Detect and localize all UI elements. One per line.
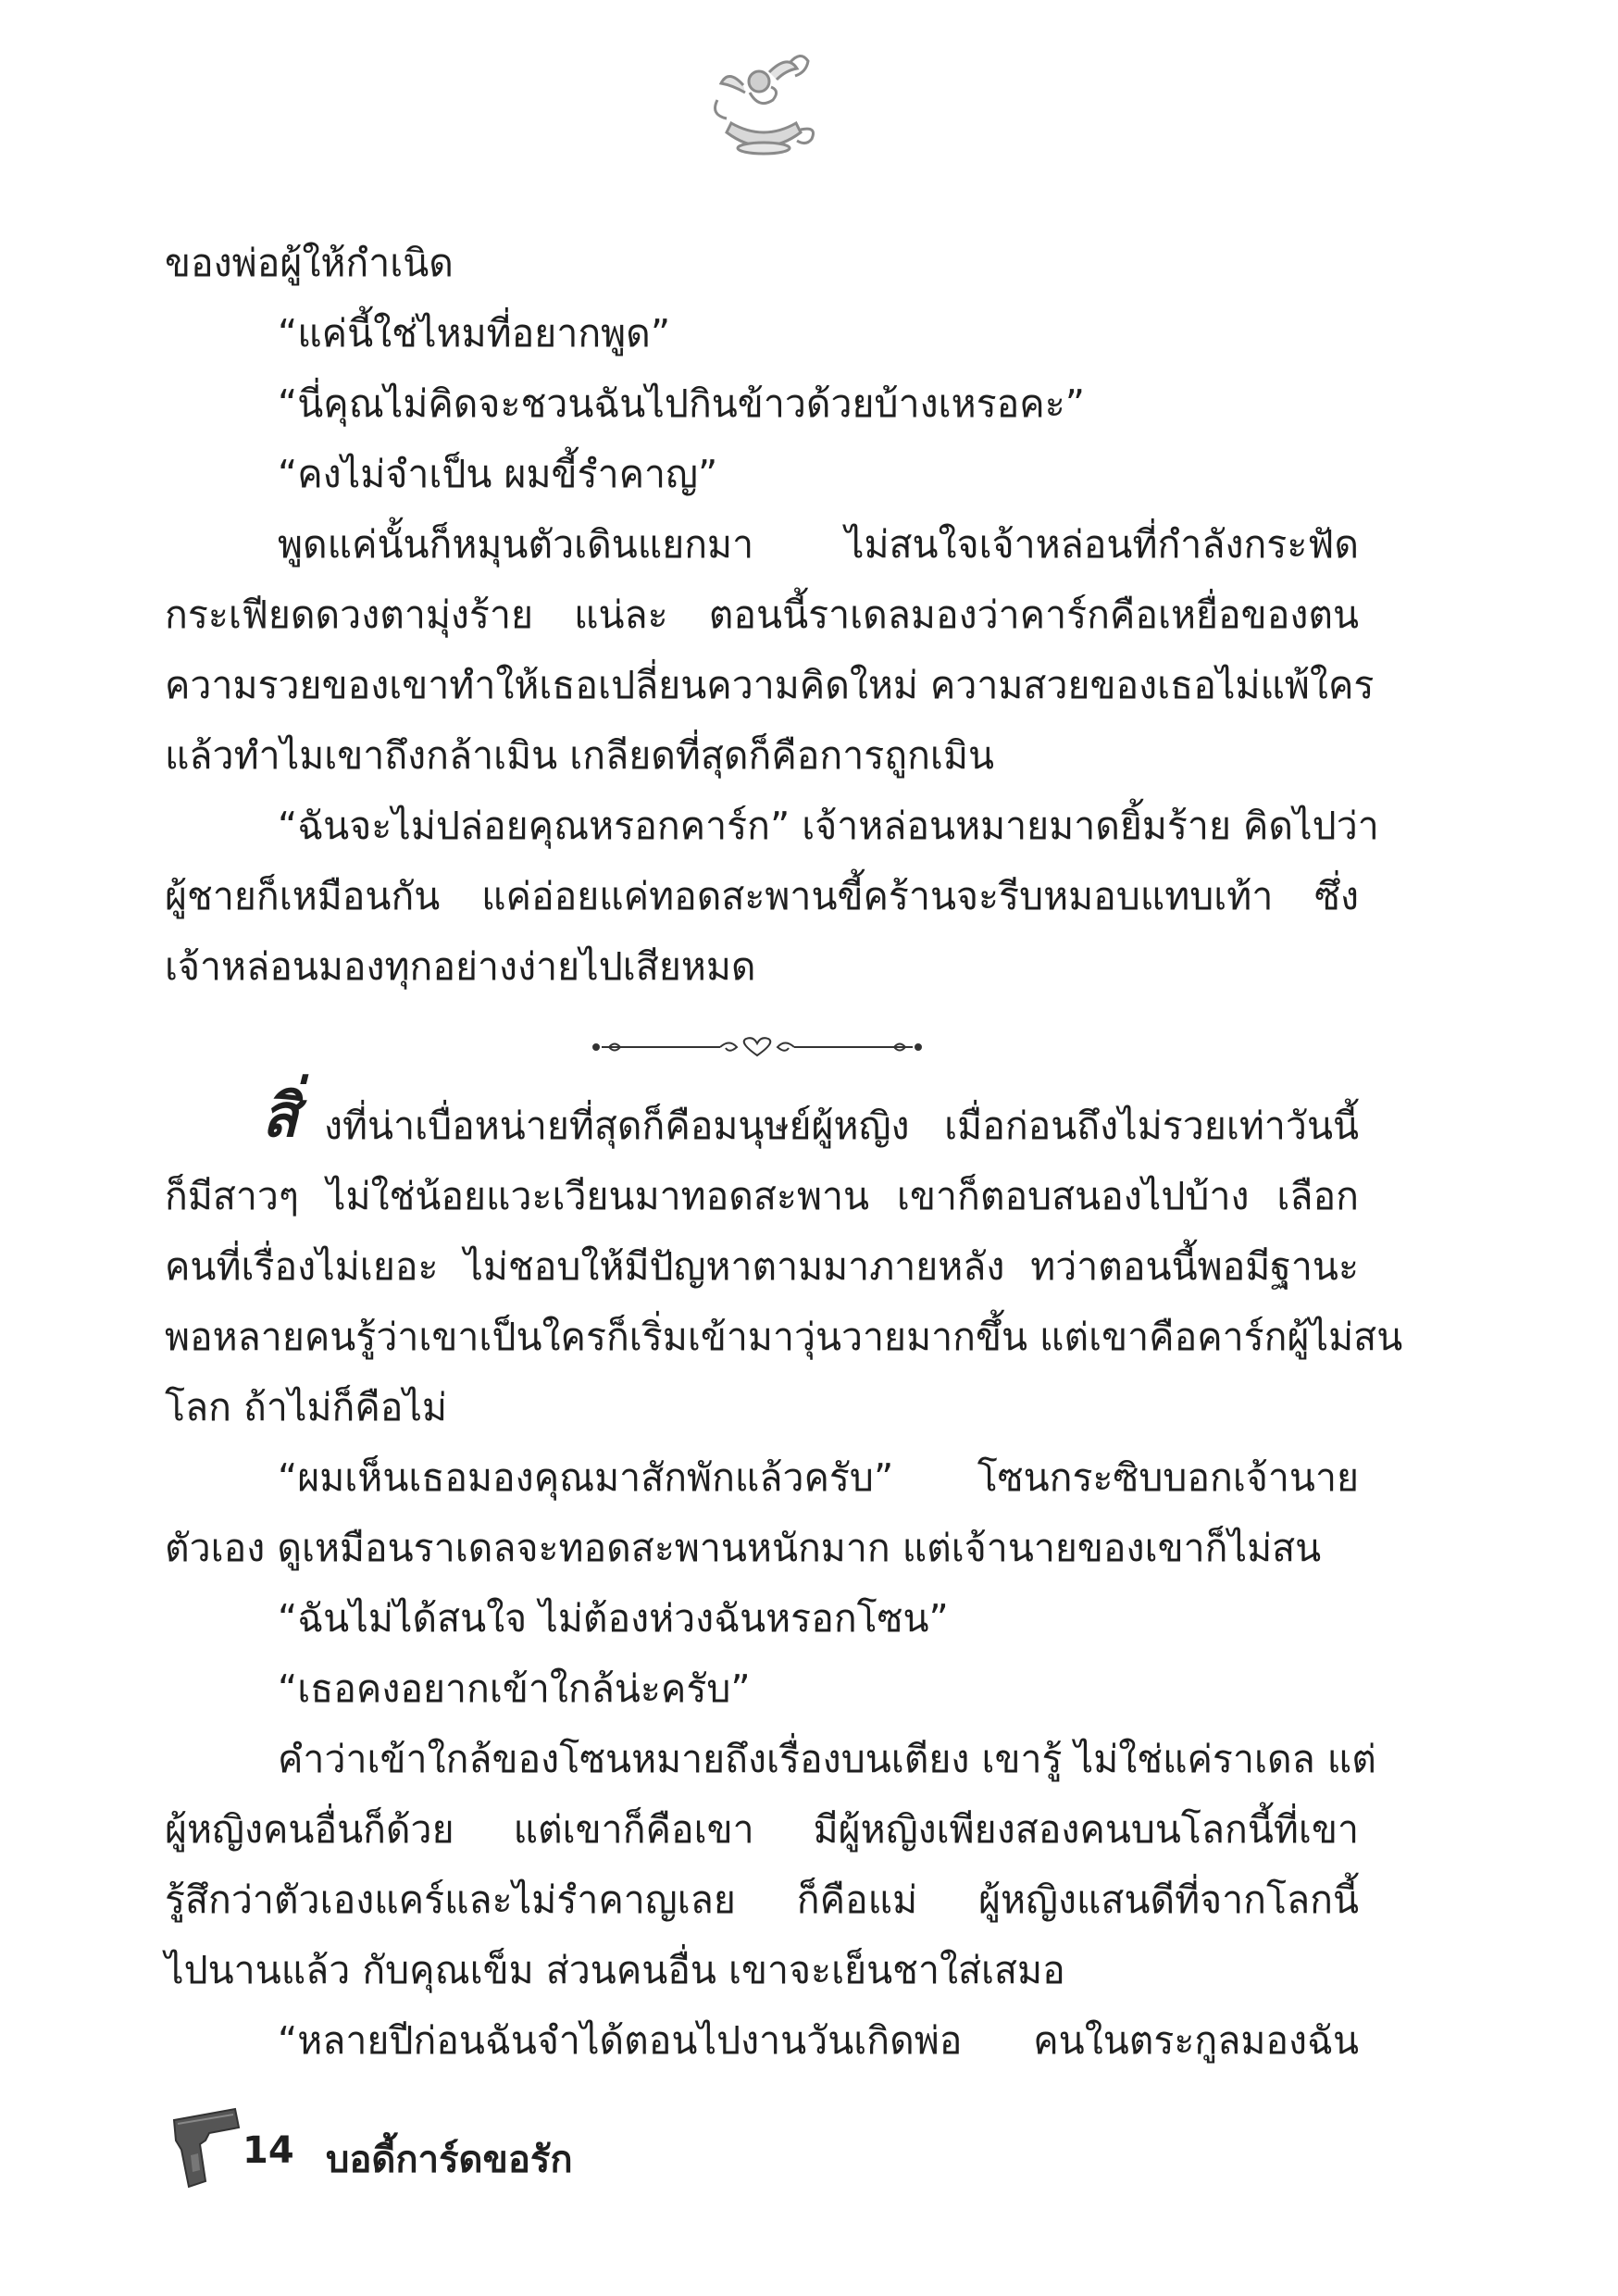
paragraph-line: เจ้าหล่อนมองทุกอย่างง่ายไปเสียหมด [165, 944, 756, 989]
paragraph-line: โลก ถ้าไม่ก็คือไม่ [165, 1385, 448, 1429]
dialogue-line: “คงไม่จำเป็น ผมขี้รำคาญ” [278, 452, 718, 496]
dialogue-line: “นี่คุณไม่คิดจะชวนฉันไปกินข้าวด้วยบ้างเหรอคะ” [278, 381, 1085, 426]
dialogue-line: “หลายปีก่อนฉันจำได้ตอนไปงานวันเกิดพ่อ คนในตระกูลมองฉัน [278, 2018, 1359, 2063]
paragraph-line: กระเฟียดดวงตามุ่งร้าย แน่ละ ตอนนี้ราเดลมองว่าคาร์กคือเหยื่อของตน [165, 593, 1359, 637]
paragraph-line-text: งที่น่าเบื่อหน่ายที่สุดก็คือมนุษย์ผู้หญิง เมื่อก่อนถึงไม่รวยเท่าวันนี้ [324, 1104, 1359, 1148]
paragraph-line: พอหลายคนรู้ว่าเขาเป็นใครก็เริ่มเข้ามาวุ่นวายมากขึ้น แต่เขาคือคาร์กผู้ไม่สน [165, 1315, 1403, 1359]
section-divider [165, 1002, 1359, 1091]
paragraph-first-line [165, 1082, 1359, 1161]
paragraph-line: คนที่เรื่องไม่เยอะ ไม่ชอบให้มีปัญหาตามมาภายหลัง ทว่าตอนนี้พอมีฐานะ [165, 1244, 1359, 1289]
paragraph-line: ความรวยของเขาทำให้เธอเปลี่ยนความคิดใหม่ ความสวยของเธอไม่แพ้ใคร [165, 663, 1375, 707]
paragraph-line: แล้วทำไมเขาถึงกล้าเมิน เกลียดที่สุดก็คือการถูกเมิน [165, 733, 994, 778]
page-footer [168, 2103, 650, 2205]
cupid-on-teacup-icon [708, 44, 819, 165]
paragraph-line: พูดแค่นั้นก็หมุนตัวเดินแยกมา ไม่สนใจเจ้าหล่อนที่กำลังกระฟัด [278, 522, 1359, 567]
paragraph-line: ของพ่อผู้ให้กำเนิด [165, 241, 454, 285]
paragraph-line: ผู้หญิงคนอื่นก็ด้วย แต่เขาก็คือเขา มีผู้หญิงเพียงสองคนบนโลกนี้ที่เขา [165, 1807, 1359, 1852]
paragraph-line: รู้สึกว่าตัวเองแคร์และไม่รำคาญเลย ก็คือแม่ ผู้หญิงแสนดีที่จากโลกนี้ [165, 1878, 1359, 1922]
page-number: 14 [243, 2129, 294, 2172]
paragraph-line: ก็มีสาวๆ ไม่ใช่น้อยแวะเวียนมาทอดสะพาน เขาก็ตอบสนองไปบ้าง เลือก [165, 1174, 1359, 1218]
dialogue-line: “เธอคงอยากเข้าใกล้น่ะครับ” [278, 1666, 751, 1711]
dialogue-line: “แค่นี้ใช่ไหมที่อยากพูด” [278, 311, 671, 356]
paragraph-line: ไปนานแล้ว กับคุณเข็ม ส่วนคนอื่น เขาจะเย็นชาใส่เสมอ [165, 1948, 1065, 1992]
paragraph-line: ผู้ชายก็เหมือนกัน แค่อ่อยแค่ทอดสะพานขี้คร้านจะรีบหมอบแทบเท้า ซึ่ง [165, 874, 1359, 918]
paragraph-line: คำว่าเข้าใกล้ของโซนหมายถึงเรื่องบนเตียง เขารู้ ไม่ใช่แค่ราเดล แต่ [278, 1737, 1376, 1781]
heart-flourish-divider-icon [591, 1033, 924, 1061]
paragraph-line: “ฉันจะไม่ปล่อยคุณหรอกคาร์ก” เจ้าหล่อนหมายมาดยิ้มร้าย คิดไปว่า [278, 804, 1379, 848]
body-text [165, 228, 1403, 2076]
book-title: บอดี้การ์ดขอรัก [326, 2139, 573, 2181]
drop-cap: สิ่ [262, 1082, 299, 1151]
dialogue-line: “ผมเห็นเธอมองคุณมาสักพักแล้วครับ” โซนกระซิบบอกเจ้านาย [278, 1455, 1359, 1500]
paragraph-line: ตัวเอง ดูเหมือนราเดลจะทอดสะพานหนักมาก แต่เจ้านายของเขาก็ไม่สน [165, 1526, 1322, 1570]
pistol-icon [168, 2103, 243, 2196]
dialogue-line: “ฉันไม่ได้สนใจ ไม่ต้องห่วงฉันหรอกโซน” [278, 1596, 949, 1641]
